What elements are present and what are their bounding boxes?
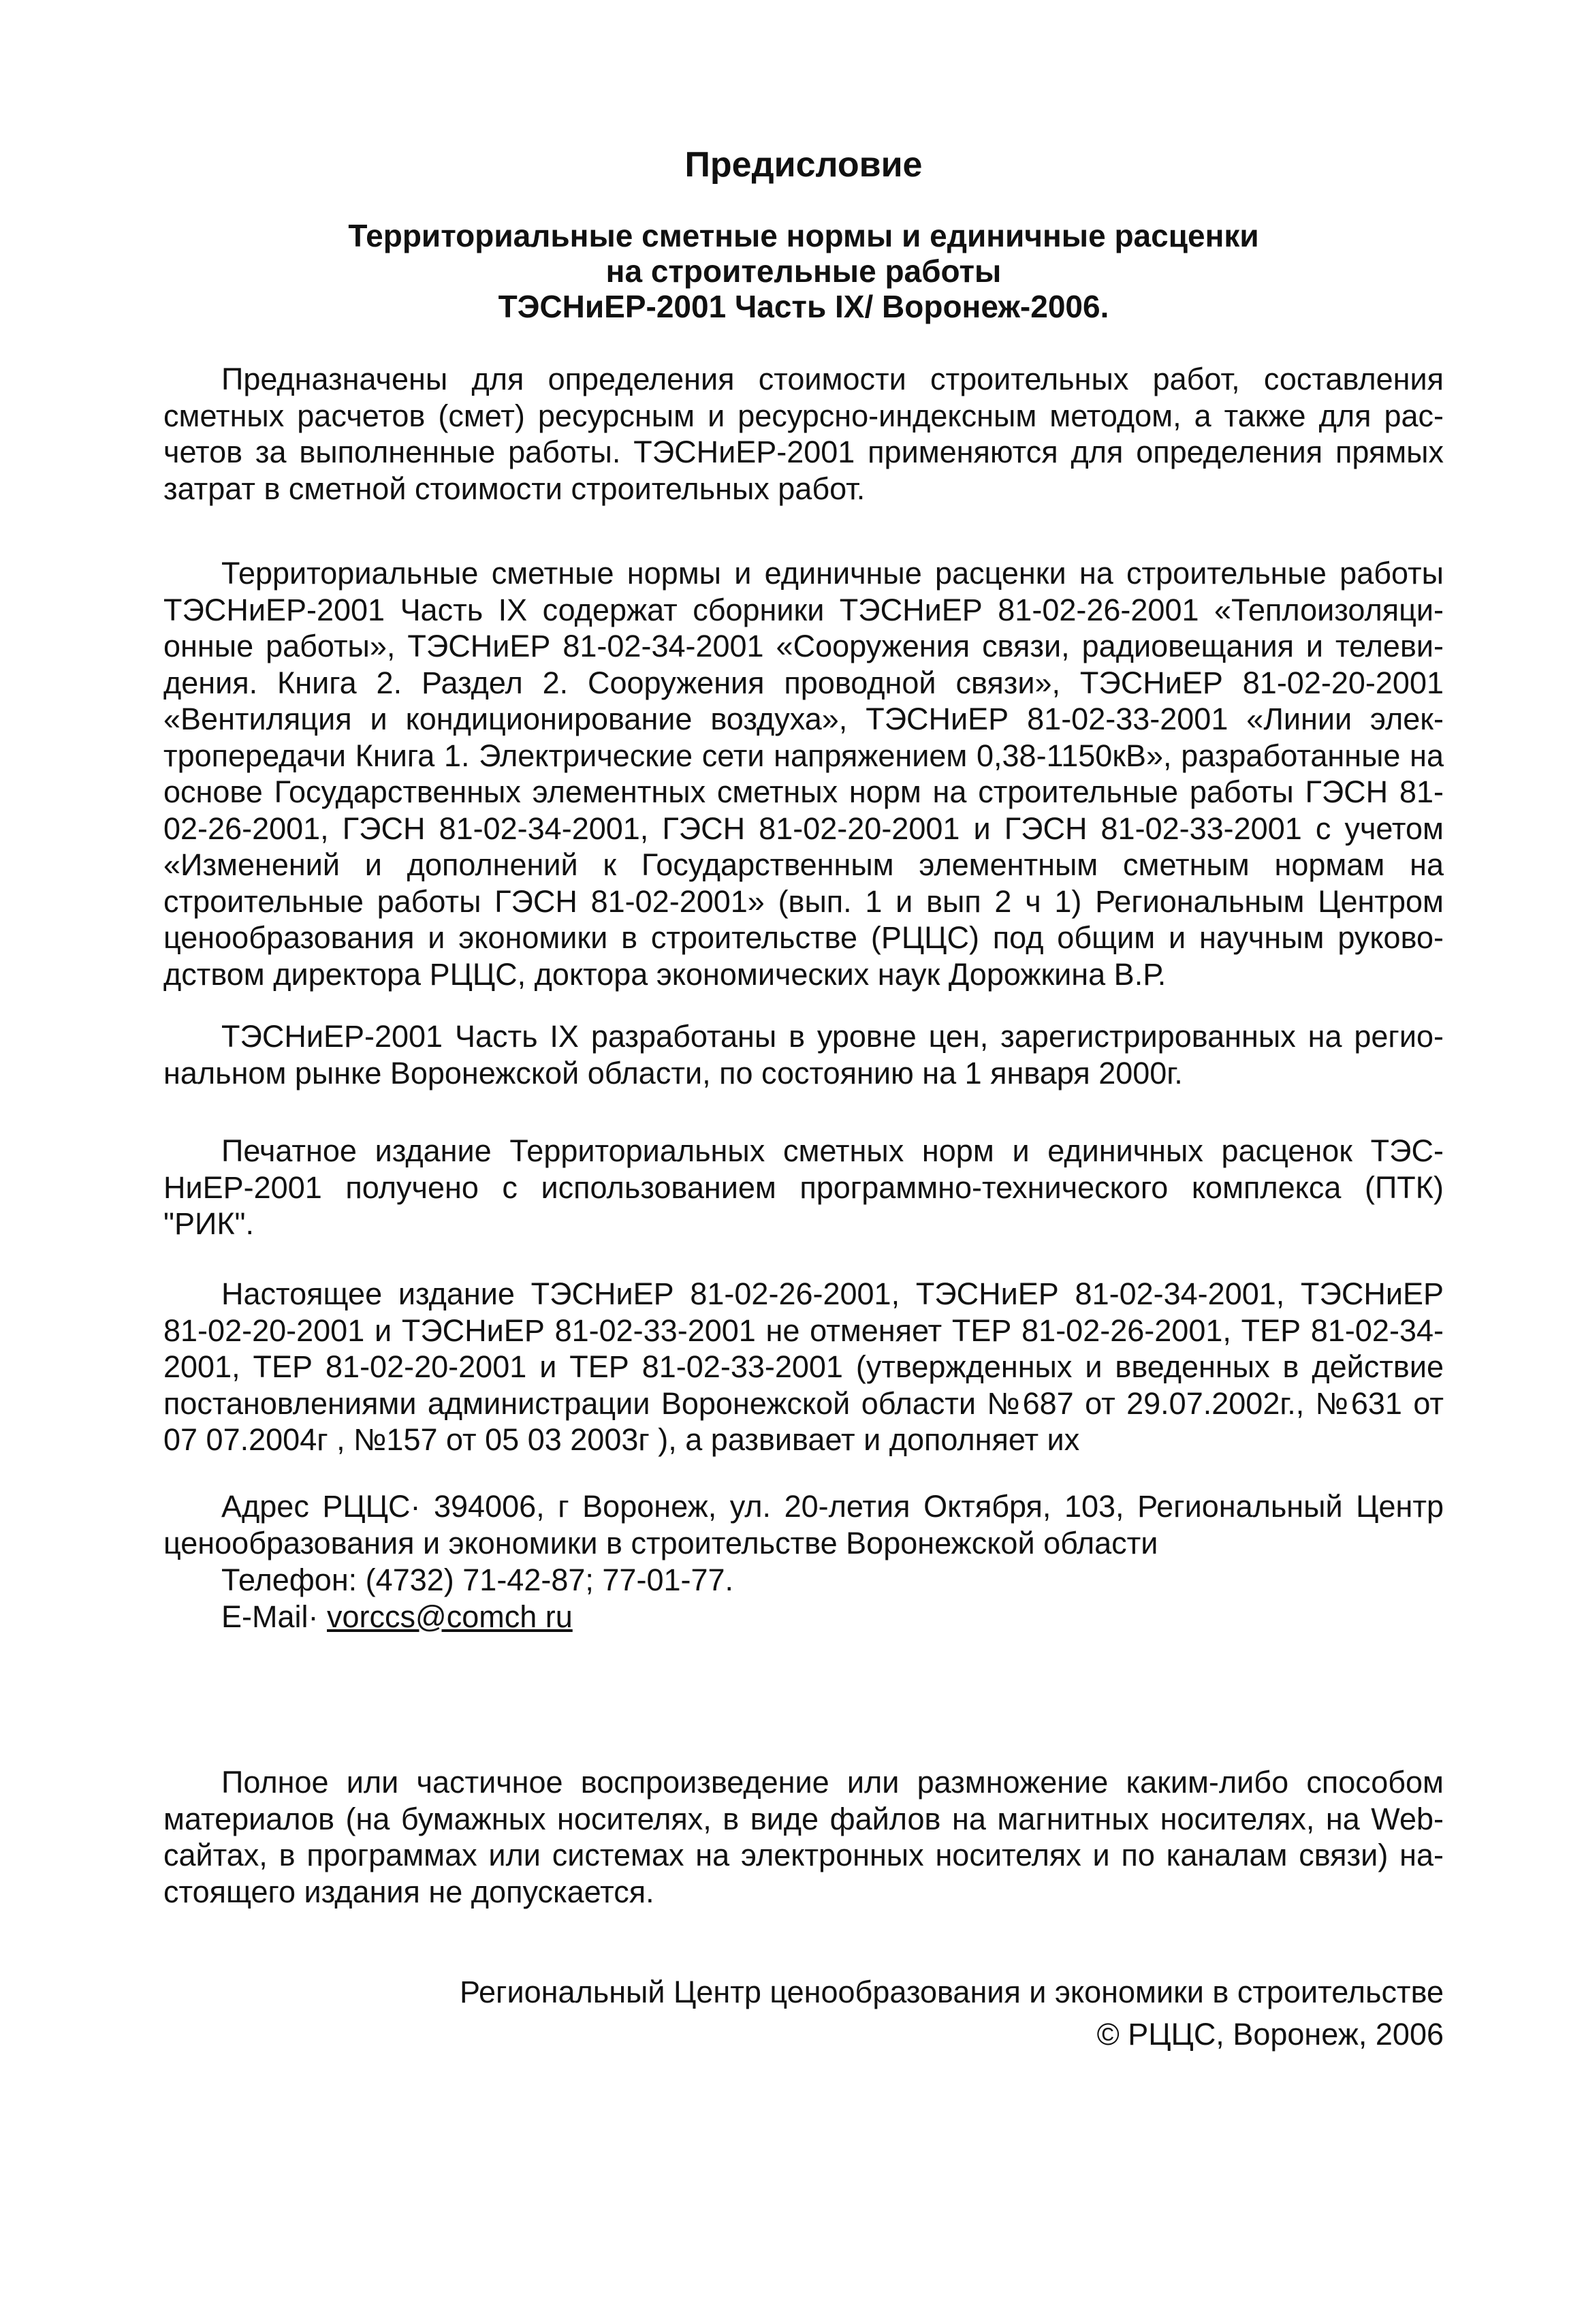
- paragraph-print-edition: Печатное издание Территориальных сметных норм и единичных расценок ТЭСНиЕР-2001 получено с использованием программно-технического комплекса (ПТК) "РИК".: [163, 1133, 1444, 1241]
- footer-org: Региональный Центр ценообразования и экономики в строительстве: [459, 1975, 1444, 2009]
- contacts-email-label: E-Mail·: [221, 1599, 319, 1634]
- paragraph-supersedes: Настоящее издание ТЭСНиЕР 81-02-26-2001, ТЭСНиЕР 81-02-34-2001, ТЭСНиЕР 81-02-20-2001 и ТЭСНиЕР 81-02-33-2001 не отменяет ТЕР 81-02-26-2001, ТЕР 81-02-34-2001, ТЕР 81-02-20-2001 и ТЕР 81-02-33-2001 (утвержденных и введенных в действие постановлениями администрации Воронежской области №687 от 29.07.2002г., №631 от 07 07.2004г , №157 от 05 03 2003г ), а развивает и дополняет их: [163, 1276, 1444, 1457]
- subtitle-line-3: ТЭСНиЕР-2001 Часть IX/ Воронеж-2006.: [498, 289, 1109, 324]
- contacts-address: Адрес РЦЦС· 394006, г Воронеж, ул. 20-летия Октября, 103, Региональный Центр ценообразования и экономики в строительстве Воронежской области: [163, 1489, 1444, 1560]
- footer-block: [163, 1971, 1444, 2056]
- contacts-lines: [221, 1562, 1444, 1635]
- subtitle-line-1: Территориальные сметные нормы и единичные расценки: [348, 218, 1259, 253]
- contacts-email-row: [221, 1599, 1444, 1635]
- paragraph-purpose: Предназначены для определения стоимости строительных работ, составления сметных расчетов (смет) ресурсным и ресурсно-индексным методом, а также для расчетов за выполненные работы. ТЭСНиЕР-2001 применяются для определения прямых затрат в сметной стоимости строительных работ.: [163, 362, 1444, 506]
- document-subtitle: [163, 218, 1444, 324]
- footer-copyright: © РЦЦС, Воронеж, 2006: [1096, 2017, 1444, 2052]
- paragraph-price-level: ТЭСНиЕР-2001 Часть IX разработаны в уровне цен, зарегистрированных на региональном рынке Воронежской области, по состоянию на 1 января 2000г.: [163, 1019, 1444, 1090]
- page-title: Предисловие: [684, 145, 923, 185]
- paragraph-contents: Территориальные сметные нормы и единичные расценки на строительные работы ТЭСНиЕР-2001 Часть IX содержат сборники ТЭСНиЕР 81-02-26-2001 «Теплоизоляционные работы», ТЭСНиЕР 81-02-34-2001 «Сооружения связи, радиовещания и телевидения. Книга 2. Раздел 2. Сооружения проводной связи», ТЭСНиЕР 81-02-20-2001 «Вентиляция и кондиционирование воздуха», ТЭСНиЕР 81-02-33-2001 «Линии электропередачи Книга 1. Электрические сети напряжением 0,38-1150кВ», разработанные на основе Государственных элементных сметных норм на строительные работы ГЭСН 81-02-26-2001, ГЭСН 81-02-34-2001, ГЭСН 81-02-20-2001 и ГЭСН 81-02-33-2001 с учетом «Изменений и дополнений к Государственным элементным сметным нормам на строительные работы ГЭСН 81-02-2001» (вып. 1 и вып 2 ч 1) Региональным Центром ценообразования и экономики в строительстве (РЦЦС) под общим и научным руководством директора РЦЦС, доктора экономических наук Дорожкина В.Р.: [163, 556, 1444, 992]
- contacts-email-link[interactable]: vorccs@comch ru: [327, 1599, 573, 1634]
- contacts-block: [163, 1488, 1444, 1561]
- contacts-phone: Телефон: (4732) 71-42-87; 77-01-77.: [221, 1563, 734, 1597]
- paragraph-copyright-notice: Полное или частичное воспроизведение или размножение каким-либо способом материалов (на бумажных носителях, в виде файлов на магнитных носителях, на Web-сайтах, в программах или системах на электронных носителях и по каналам связи) настоящего издания не допускается.: [163, 1765, 1444, 1909]
- subtitle-line-2: на строительные работы: [605, 253, 1002, 289]
